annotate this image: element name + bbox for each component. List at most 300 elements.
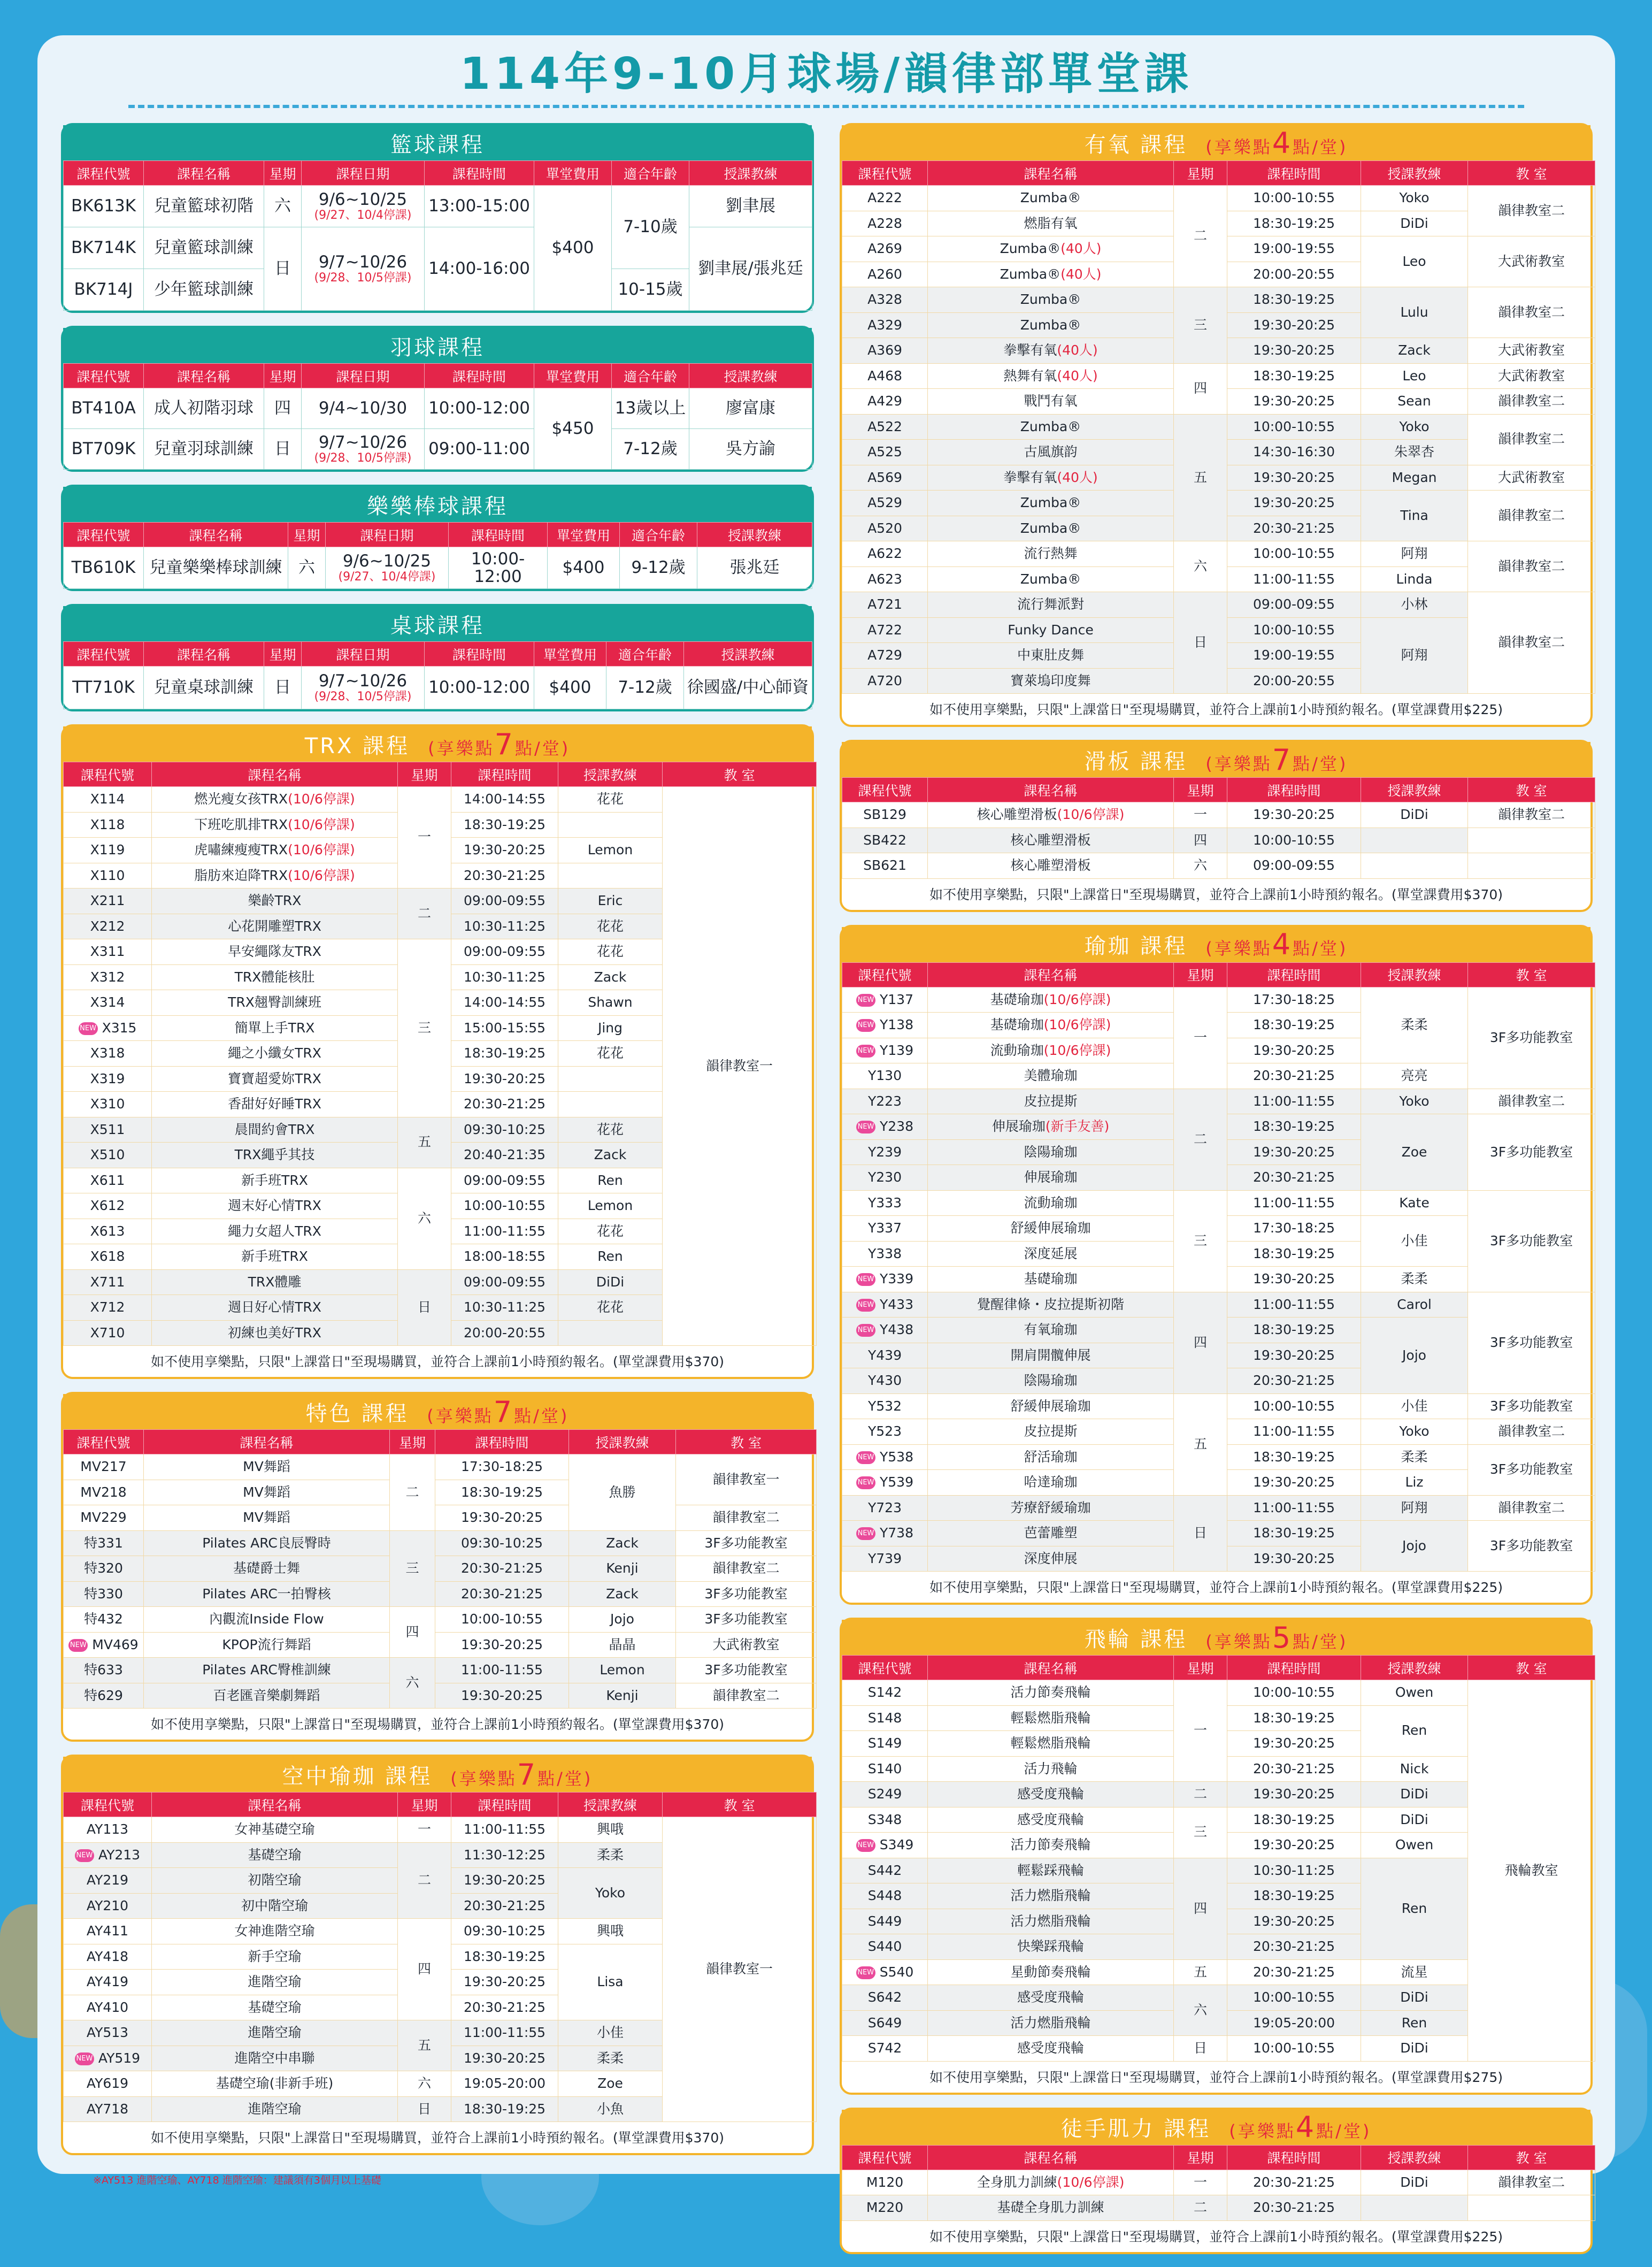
cell-time [1227, 1318, 1361, 1343]
cell-name-text: 活力節奏飛輪 [1010, 1684, 1091, 1701]
column-header: 授課教練 [569, 1430, 676, 1454]
cell-time [451, 964, 558, 990]
cell-time [1227, 1705, 1361, 1731]
cell-code [842, 1470, 928, 1496]
cell-coach: Owen [1361, 1680, 1468, 1706]
cell-tag: (40人) [1057, 342, 1098, 358]
cell-name [928, 1114, 1174, 1140]
cell-code-text: A623 [867, 571, 902, 587]
cell-day: 日 [1174, 1495, 1227, 1572]
cell-time-text: 17:30-18:25 [1253, 991, 1335, 1007]
cell-time-text: 18:30-19:25 [1253, 1888, 1335, 1904]
cell-code-text: Y538 [880, 1449, 913, 1465]
cell-time [451, 1817, 558, 1843]
cell-time-text: 15:00-15:55 [463, 1020, 546, 1036]
cell-time-text: 18:30-19:25 [1253, 1119, 1335, 1135]
cell-name-text: MV舞蹈 [243, 1484, 290, 1500]
cell-coach: Leo [1361, 363, 1468, 389]
cell-time [1227, 186, 1361, 211]
cell-time [435, 1607, 569, 1633]
cell-name [152, 914, 398, 939]
new-badge-icon: NEW [856, 1121, 875, 1134]
cell-coach: Lemon [569, 1658, 676, 1683]
cell-name [144, 1556, 390, 1582]
cell-name-text: 輕鬆燃脂飛輪 [1010, 1710, 1091, 1726]
cell-day: 一 [1174, 802, 1227, 828]
cell-name [152, 1320, 398, 1346]
cell-time [1227, 1241, 1361, 1267]
cell-name-text: 新手班TRX [241, 1249, 308, 1265]
cell-time [1227, 541, 1361, 567]
cell-coach: 小佳 [1361, 1393, 1468, 1419]
cell-code-text: A529 [867, 495, 902, 511]
cell-time-text: 11:00-11:55 [1253, 1423, 1335, 1439]
spin-table [842, 1655, 1595, 2062]
cell-time-text: 18:30-19:25 [463, 1045, 546, 1061]
cell-time [1227, 414, 1361, 440]
cell-coach: 柔柔 [1361, 1267, 1468, 1292]
cell-time [1227, 987, 1361, 1013]
cell-name [928, 643, 1174, 669]
cell-time-text: 18:30-19:25 [463, 816, 546, 832]
cell-code [842, 491, 928, 516]
cell-name-text: 進階空中串聯 [234, 2050, 315, 2066]
aerial-footnote: ※AY513 進階空瑜、AY718 進階空瑜：建議須有3個月以上基礎 [93, 2174, 381, 2186]
cell-coach [558, 1295, 663, 1321]
cell-room: 3F多功能教室 [1468, 987, 1595, 1089]
cell-code-text: MV217 [80, 1459, 127, 1475]
cell-code-text: AY219 [86, 1872, 129, 1888]
cell-name [928, 802, 1174, 828]
cell-name-text: 核心雕塑滑板 [1010, 832, 1091, 848]
cell-coach [558, 990, 663, 1016]
cell-time-text: 20:00-20:55 [463, 1324, 546, 1341]
cell-code-text: Y238 [880, 1119, 913, 1135]
cell-time [451, 1015, 558, 1041]
cell-code [842, 668, 928, 694]
cell-time-text: 14:00-14:55 [463, 994, 546, 1010]
cell-name-text: Pilates ARC一拍臀核 [202, 1586, 331, 1602]
cell-name [152, 812, 398, 838]
cell-name [152, 2096, 398, 2122]
cell-name-text: 簡單上手TRX [234, 1020, 315, 1036]
cell-coach [558, 1168, 663, 1193]
cell-time-text: 09:00-09:55 [463, 1274, 546, 1290]
cell-name [928, 287, 1174, 313]
cell-time-text: 09:30-10:25 [463, 1923, 546, 1939]
cell-day: 日 [1174, 2036, 1227, 2062]
cell-name [928, 1546, 1174, 1572]
cell-day: 二 [1174, 1782, 1227, 1808]
table-row [64, 1632, 817, 1658]
cell-code-text: SB129 [863, 807, 906, 823]
table-row [64, 1556, 817, 1582]
table-row [64, 1817, 817, 1843]
right-column [840, 123, 1593, 2267]
cell-time-text: 19:30-20:25 [1253, 317, 1335, 333]
cell-time [1227, 338, 1361, 364]
cell-coach: Yoko [1361, 186, 1468, 211]
cell-coach: Kate [1361, 1190, 1468, 1216]
column-header: 教 室 [676, 1430, 817, 1454]
cell-coach: DiDi [1361, 211, 1468, 236]
table-row [842, 1495, 1595, 1521]
cell-name [144, 1454, 390, 1480]
cell-coach-text: Lemon [587, 1198, 633, 1214]
cell-time-text: 10:00-10:55 [1253, 418, 1335, 434]
cell-name-text: 燃光瘦女孩TRX [194, 791, 288, 807]
cell-code [842, 262, 928, 287]
new-badge-icon: NEW [856, 1019, 875, 1032]
cell-name-text: 哈達瑜珈 [1024, 1474, 1078, 1490]
cell-name [152, 1143, 398, 1168]
cell-coach: Liz [1361, 1470, 1468, 1496]
cell-time-text: 11:00-11:55 [463, 1223, 546, 1239]
cell-coach: Ren [1361, 1705, 1468, 1756]
cell-coach: 流星 [1361, 1959, 1468, 1985]
table-header [64, 762, 817, 787]
cell-name [928, 1807, 1174, 1833]
cell-coach [558, 1041, 663, 1067]
cell-name-text: 拳擊有氧 [1003, 469, 1057, 485]
cell-name [928, 1165, 1174, 1191]
cell-name [928, 2170, 1174, 2195]
column-header: 課程代號 [64, 1430, 144, 1454]
cell-time-text: 19:30-20:25 [463, 1872, 546, 1888]
cell-code-text: S148 [867, 1710, 902, 1726]
points-pts: 7 [494, 727, 515, 761]
points-pts-pre: (享樂點 [1229, 2121, 1296, 2141]
table-row [842, 853, 1595, 879]
cell-code [842, 1419, 928, 1445]
cell-time-text: 10:00-10:55 [1253, 622, 1335, 638]
section-note: 如不使用享樂點，只限"上課當日"至現場購買，並符合上課前1小時預約報名。(單堂課費用$370) [150, 1717, 725, 1732]
cell-coach: DiDi [1361, 1782, 1468, 1808]
cell-code-text: Y130 [868, 1068, 902, 1084]
new-badge-icon: NEW [75, 2052, 94, 2065]
table-row: BK714K 兒童籃球訓練 日 9/7~10/26 (9/28、10/5停課) 14:00-16:00 劉聿展/張兆廷 [64, 227, 812, 269]
column-header: 教 室 [1468, 161, 1595, 186]
cell-coach [1361, 828, 1468, 853]
cell-tag: (40人) [1061, 266, 1102, 282]
cell-room: 韻律教室二 [1468, 389, 1595, 415]
table-row [64, 1530, 817, 1556]
section-title: 羽球課程 [63, 328, 812, 363]
cell-name-text: 陰陽瑜珈 [1024, 1373, 1078, 1389]
cell-time-text: 19:30-20:25 [463, 2050, 546, 2066]
cell-code [842, 1114, 928, 1140]
cell-time [1227, 1782, 1361, 1808]
cell-coach: Ren [1361, 1858, 1468, 1959]
cell-time-text: 11:30-12:25 [463, 1847, 546, 1863]
table-row [842, 2170, 1595, 2195]
cell-time-text: 19:30-20:25 [463, 842, 546, 858]
cell-coach-text: Zack [594, 969, 627, 985]
cell-name-text: Zumba® [1000, 266, 1061, 282]
cell-time [1227, 2170, 1361, 2195]
cell-room: 韻律教室二 [1468, 414, 1595, 465]
cell-day: 三 [1174, 1807, 1227, 1858]
cell-room: 韻律教室二 [1468, 1089, 1595, 1114]
cell-name-text: 舒活瑜珈 [1024, 1449, 1078, 1465]
badminton-table [63, 363, 812, 470]
cell-coach: Leo [1361, 236, 1468, 287]
cell-code-text: A328 [867, 292, 902, 308]
cell-time-text: 19:00-19:55 [1253, 647, 1335, 663]
cell-code-text: M220 [866, 2200, 904, 2216]
cell-code-text: AY410 [86, 1999, 129, 2015]
cell-name [152, 939, 398, 965]
cell-name-text: 基礎瑜珈 [1024, 1271, 1078, 1287]
cell-coach: Lulu [1361, 287, 1468, 338]
cell-room: 3F多功能教室 [1468, 1190, 1595, 1292]
section-title-text: TRX 課程 [304, 733, 410, 759]
cell-code-text: Y430 [868, 1373, 902, 1389]
cell-name [144, 1530, 390, 1556]
cell-room: 3F多功能教室 [676, 1658, 817, 1683]
cell-name-text: 新手班TRX [241, 1172, 308, 1188]
column-header: 教 室 [663, 1793, 817, 1817]
cell-time [451, 2071, 558, 2097]
cell-name [144, 1683, 390, 1709]
cell-time [435, 1505, 569, 1531]
cell-coach-text: 花花 [596, 791, 624, 807]
cell-name [152, 787, 398, 813]
cell-coach: Ren [1361, 2010, 1468, 2036]
cell-code [842, 1680, 928, 1706]
table-header: 課程代號 課程名稱 星期 課程日期 課程時間 單堂費用 適合年齡 授課教練 [64, 364, 812, 388]
cell-code [842, 414, 928, 440]
cell-name-text: 熱舞有氧 [1003, 367, 1057, 384]
cell-day: 六 [1174, 541, 1227, 592]
cell-code [64, 914, 152, 939]
cell-time [1227, 643, 1361, 669]
cell-time [1227, 1114, 1361, 1140]
cell-coach [1361, 853, 1468, 879]
column-header: 授課教練 [1361, 778, 1468, 802]
section-aerial [61, 1755, 814, 2155]
cell-name-text: 戰鬥有氧 [1024, 393, 1078, 409]
cell-name [928, 312, 1174, 338]
cell-code-text: A721 [867, 596, 902, 612]
cell-coach: 柔柔 [558, 1842, 663, 1868]
cell-time-text: 19:30-20:25 [1253, 342, 1335, 358]
cell-coach: DiDi [1361, 802, 1468, 828]
cell-coach: Kenji [569, 1683, 676, 1709]
cell-time-text: 11:00-11:55 [1253, 571, 1335, 587]
cell-name-text: 女神進階空瑜 [234, 1923, 315, 1939]
cell-code-text: 特330 [84, 1586, 123, 1602]
cell-code [64, 990, 152, 1016]
cell-code-text: A522 [867, 418, 902, 434]
cell-time-text: 10:00-10:55 [1253, 1989, 1335, 2005]
cell-name-text: 基礎瑜珈 [990, 991, 1044, 1007]
cell-time-text: 11:00-11:55 [1253, 1499, 1335, 1515]
cell-name [152, 838, 398, 863]
cell-time [451, 1893, 558, 1919]
cell-coach-text: Ren [597, 1172, 623, 1188]
column-header: 星期 [398, 762, 451, 787]
cell-name [928, 389, 1174, 415]
cell-code-text: Y339 [880, 1271, 913, 1287]
cell-time-text: 10:30-11:25 [1253, 1862, 1335, 1878]
section-title: 籃球課程 [63, 125, 812, 160]
cell-coach: Yoko [1361, 414, 1468, 440]
cell-code [64, 2046, 152, 2071]
cell-time-text: 09:30-10:25 [463, 1121, 546, 1137]
cell-name [152, 1219, 398, 1244]
cell-coach: 小佳 [1361, 1216, 1468, 1267]
cell-time [451, 914, 558, 939]
table-row [842, 2195, 1595, 2221]
cell-time [1227, 1139, 1361, 1165]
cell-code-text: X319 [90, 1070, 125, 1086]
cell-time-text: 18:30-19:25 [1253, 1811, 1335, 1827]
points-pts: 7 [493, 1395, 514, 1429]
cell-name [144, 1632, 390, 1658]
cell-time [1227, 312, 1361, 338]
cell-coach: 阿翔 [1361, 1495, 1468, 1521]
cell-name-text: Funky Dance [1008, 622, 1094, 638]
column-header: 課程代號 [842, 161, 928, 186]
cell-name [152, 863, 398, 889]
cell-code [842, 2170, 928, 2195]
cell-time [451, 1244, 558, 1270]
points-pts: 4 [1295, 2110, 1317, 2144]
cell-coach: 小魚 [558, 2096, 663, 2122]
cell-name [928, 1883, 1174, 1909]
cell-code-text: A429 [867, 393, 902, 409]
cell-name-text: 活力燃脂飛輪 [1010, 1913, 1091, 1929]
cell-coach: 阿翔 [1361, 541, 1468, 567]
cell-code-text: S649 [867, 2015, 902, 2031]
cell-code-text: Y138 [880, 1017, 913, 1033]
cell-time [451, 990, 558, 1016]
cell-day: 三 [390, 1530, 435, 1607]
cell-time [451, 812, 558, 838]
cell-time [1227, 1190, 1361, 1216]
cell-code-text: Y337 [868, 1220, 902, 1236]
cell-code-text: 特432 [84, 1611, 123, 1627]
cell-code [64, 1556, 144, 1582]
cell-time [1227, 1934, 1361, 1960]
cell-code-text: S142 [867, 1684, 902, 1701]
cell-room: 3F多功能教室 [676, 1581, 817, 1607]
cell-time-text: 20:30-21:25 [463, 1897, 546, 1913]
cell-name-text: TRX體雕 [248, 1274, 302, 1290]
cell-name [144, 1607, 390, 1633]
cell-coach: Tina [1361, 491, 1468, 541]
section-note: 如不使用享樂點，只限"上課當日"至現場購買，並符合上課前1小時預約報名。(單堂課費用$225) [929, 2228, 1503, 2245]
cell-name [928, 414, 1174, 440]
table-row [64, 1581, 817, 1607]
cell-coach [558, 1193, 663, 1219]
cell-time-text: 11:00-11:55 [1253, 1093, 1335, 1109]
cell-time-text: 20:30-21:25 [460, 1560, 543, 1576]
table-row: BT709K 兒童羽球訓練 日 9/7~10/26 (9/28、10/5停課) 09:00-11:00 7-12歲 吳方諭 [64, 429, 812, 470]
cell-room: 韻律教室二 [1468, 1495, 1595, 1521]
cell-coach [558, 1320, 663, 1346]
cell-name-text: Zumba® [1020, 520, 1081, 536]
points-pts-post: 點/堂) [1293, 136, 1348, 157]
cell-name [928, 2036, 1174, 2062]
cell-time-text: 19:30-20:25 [1253, 495, 1335, 511]
cell-coach [558, 863, 663, 889]
column-header: 授課教練 [1361, 1656, 1468, 1680]
cell-time-text: 19:30-20:25 [1253, 1042, 1335, 1058]
cell-room: 飛輪教室 [1468, 1680, 1595, 2062]
cell-time-text: 19:30-20:25 [460, 1510, 543, 1526]
table-row [64, 1505, 817, 1531]
column-header: 課程代號 [842, 1656, 928, 1680]
points-label [428, 727, 570, 761]
table-row [842, 828, 1595, 853]
cell-day: 五 [1174, 1959, 1227, 1985]
cell-code [842, 287, 928, 313]
cell-name-text: 內觀流Inside Flow [209, 1611, 324, 1627]
cell-code-text: S440 [867, 1939, 902, 1955]
cell-time [451, 1168, 558, 1193]
cell-time-text: 20:30-21:25 [460, 1586, 543, 1602]
cell-time [451, 889, 558, 914]
cell-code [64, 1632, 144, 1658]
cell-code-text: X618 [90, 1249, 125, 1265]
cell-time [1227, 1546, 1361, 1572]
cell-name [928, 592, 1174, 618]
table-header [842, 2145, 1595, 2170]
cell-name [152, 1970, 398, 1995]
cell-name-text: 輕鬆燃脂飛輪 [1010, 1735, 1091, 1751]
cell-name [152, 1117, 398, 1143]
cell-code-text: A520 [867, 520, 902, 536]
cell-code [842, 2036, 928, 2062]
section-title [842, 1620, 1590, 1655]
cell-name [152, 2046, 398, 2071]
cell-name [152, 1919, 398, 1944]
table-row: BT410A 成人初階羽球 四 9/4~10/30 10:00-12:00 $450 13歲以上 廖富康 [64, 388, 812, 429]
cell-name-text: 感受度飛輪 [1017, 2040, 1084, 2056]
cell-coach-text: 花花 [596, 1223, 624, 1239]
cell-code [64, 812, 152, 838]
cell-time [435, 1454, 569, 1480]
cell-name-text: 活力燃脂飛輪 [1010, 1888, 1091, 1904]
points-label [1205, 928, 1348, 961]
cell-name [928, 1318, 1174, 1343]
cell-time [1227, 1959, 1361, 1985]
cell-code-text: X611 [90, 1172, 125, 1188]
cell-time-text: 19:30-20:25 [1253, 1347, 1335, 1363]
cell-code [842, 2195, 928, 2221]
cell-code [842, 363, 928, 389]
cell-code-text: Y439 [868, 1347, 902, 1363]
section-title [842, 125, 1590, 160]
cell-room: 韻律教室二 [1468, 802, 1595, 828]
cell-code [64, 964, 152, 990]
cell-code-text: X318 [90, 1045, 125, 1061]
cell-room: 大武術教室 [1468, 338, 1595, 364]
cell-code [842, 1495, 928, 1521]
cell-coach: DiDi [1361, 2036, 1468, 2062]
cell-tag: (10/6停課) [288, 791, 355, 807]
cell-coach: 柔柔 [558, 2046, 663, 2071]
table-row [842, 1680, 1595, 1706]
cell-time [451, 1143, 558, 1168]
cell-coach [558, 1066, 663, 1092]
table-row [842, 363, 1595, 389]
column-header: 授課教練 [1361, 2145, 1468, 2170]
cell-coach [558, 1244, 663, 1270]
cell-day: 五 [398, 1117, 451, 1168]
